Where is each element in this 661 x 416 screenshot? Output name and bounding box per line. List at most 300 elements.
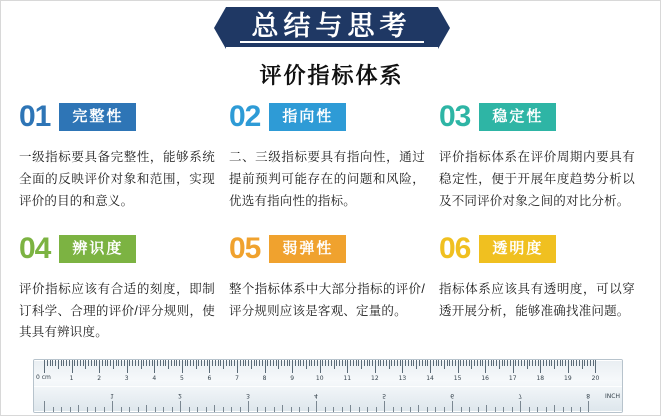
ruler-tick <box>146 360 147 366</box>
ruler-tick <box>176 360 177 366</box>
ruler-unit-label: 0 cm <box>36 374 51 381</box>
ruler-tick-back <box>257 407 258 412</box>
ruler-tick-back <box>78 405 79 412</box>
ruler-tick <box>551 360 552 366</box>
ruler-tick-label-back: 8 <box>586 392 591 399</box>
ruler-tick-label-back: 3 <box>246 392 250 399</box>
ruler-tick <box>507 360 508 366</box>
ruler-tick-label: 13 <box>398 375 407 382</box>
ruler-tick-back <box>444 407 445 412</box>
banner-underline <box>240 41 424 43</box>
ruler-tick-back <box>512 407 513 412</box>
ruler-tick-back <box>282 405 283 412</box>
ruler-tick <box>311 360 312 366</box>
ruler-tick-label: 15 <box>453 375 462 382</box>
ruler-tick-label-back: 2 <box>178 392 182 399</box>
banner-title-text: 总结与思考 <box>251 11 412 41</box>
ruler-tick <box>83 360 84 366</box>
ruler-tick <box>58 360 59 369</box>
ruler-tick <box>204 360 205 366</box>
ruler-tick <box>447 360 448 366</box>
principle-card-05 <box>229 221 439 345</box>
ruler-tick-back <box>478 407 479 412</box>
page-subtitle: 评价指标体系 <box>259 63 404 88</box>
ruler-tick <box>278 360 279 369</box>
ruler-tick <box>325 360 326 366</box>
ruler-tick <box>96 360 97 366</box>
ruler-tick <box>485 360 486 373</box>
ruler-tick <box>149 360 150 366</box>
ruler-tick <box>538 360 539 366</box>
ruler-tick-back <box>240 407 241 412</box>
principle-tag-03: 稳定性 <box>479 103 556 131</box>
ruler-tick <box>273 360 274 366</box>
ruler-tick <box>342 360 343 366</box>
ruler-tick <box>102 360 103 366</box>
ruler-tick <box>124 360 125 366</box>
ruler-tick <box>452 360 453 366</box>
ruler-ticks <box>44 360 612 412</box>
ruler-tick <box>562 360 563 366</box>
ruler-tick <box>231 360 232 366</box>
ruler-tick <box>174 360 175 366</box>
ruler-tick <box>557 360 558 366</box>
principle-number-01: 01 <box>19 100 51 133</box>
ruler-tick <box>220 360 221 366</box>
ruler-tick <box>245 360 246 366</box>
ruler-tick-label: 6 <box>207 375 212 382</box>
ruler-tick <box>372 360 373 366</box>
ruler-tick <box>55 360 56 366</box>
ruler-tick <box>422 360 423 366</box>
ruler-tick-back <box>461 407 462 412</box>
ruler-tick <box>397 360 398 366</box>
principle-card-06 <box>439 221 649 345</box>
ruler-tick <box>345 360 346 366</box>
principle-header-05 <box>229 231 425 267</box>
ruler-tick-back <box>367 407 368 412</box>
ruler-tick-label: 17 <box>508 375 517 382</box>
ruler-tick <box>350 360 351 366</box>
banner-right-notch <box>438 7 450 49</box>
ruler-tick <box>320 360 321 373</box>
ruler-tick <box>383 360 384 366</box>
ruler-tick <box>477 360 478 366</box>
ruler-tick <box>584 360 585 366</box>
ruler-tick <box>576 360 577 366</box>
principle-card-02 <box>229 99 439 213</box>
ruler-tick <box>405 360 406 366</box>
ruler-tick-back <box>469 407 470 412</box>
ruler-tick-back <box>325 407 326 412</box>
ruler-tick <box>157 360 158 366</box>
ruler-tick <box>587 360 588 366</box>
ruler-tick-back <box>393 407 394 412</box>
ruler-tick-back <box>206 407 207 412</box>
ruler-tick-back <box>554 405 555 412</box>
ruler-tick <box>364 360 365 366</box>
ruler-tick-label: 19 <box>564 375 572 382</box>
ruler-tick-back <box>333 407 334 412</box>
ruler-tick-label: 4 <box>152 375 157 382</box>
ruler-tick <box>493 360 494 366</box>
ruler-tick <box>438 360 439 366</box>
ruler-tick-back <box>495 407 496 412</box>
ruler-tick <box>298 360 299 366</box>
ruler-tick <box>358 360 359 366</box>
banner-title-wrap <box>1 7 661 47</box>
ruler-tick-back <box>520 401 521 412</box>
ruler-tick <box>113 360 114 369</box>
ruler-tick <box>331 360 332 366</box>
ruler-tick-back <box>104 407 105 412</box>
principle-text-03: 评价指标体系在评价周期内要具有稳定性，便于开展年度趋势分析以及不同评价对象之间的对比分析。 <box>439 150 635 208</box>
ruler-tick <box>416 360 417 369</box>
ruler-tick <box>535 360 536 366</box>
ruler-tick <box>455 360 456 366</box>
ruler-tick-back <box>546 407 547 412</box>
ruler-tick <box>240 360 241 366</box>
ruler-tick <box>185 360 186 366</box>
ruler-tick <box>463 360 464 366</box>
ruler-tick <box>196 360 197 369</box>
ruler-tick-back <box>299 407 300 412</box>
ruler-tick <box>595 360 596 373</box>
ruler-tick <box>66 360 67 366</box>
ruler-tick <box>118 360 119 366</box>
ruler-tick-label-back: 7 <box>518 392 523 399</box>
ruler-tick <box>77 360 78 366</box>
ruler-tick-back <box>410 407 411 412</box>
ruler-tick <box>593 360 594 366</box>
principle-number-06: 06 <box>439 231 471 265</box>
ruler-tick <box>419 360 420 366</box>
ruler-tick <box>480 360 481 366</box>
ruler-tick <box>121 360 122 366</box>
ruler-tick-back <box>44 401 45 412</box>
ruler-tick <box>300 360 301 366</box>
ruler-tick <box>317 360 318 366</box>
principle-card-01 <box>19 99 229 213</box>
ruler-tick <box>91 360 92 366</box>
ruler-tick <box>546 360 547 366</box>
ruler-tick <box>339 360 340 366</box>
ruler-tick <box>262 360 263 366</box>
ruler-tick-back <box>155 407 156 412</box>
ruler-tick <box>491 360 492 366</box>
ruler-tick <box>141 360 142 369</box>
ruler-tick <box>127 360 128 373</box>
ruler-tick <box>413 360 414 366</box>
ruler-tick-back <box>231 407 232 412</box>
ruler-tick <box>215 360 216 366</box>
ruler-tick-back <box>486 405 487 412</box>
principle-header-02 <box>229 99 425 135</box>
principle-card-04 <box>19 221 229 345</box>
ruler-tick <box>223 360 224 369</box>
ruler-tick <box>411 360 412 366</box>
ruler-tick <box>565 360 566 366</box>
ruler-tick <box>353 360 354 366</box>
ruler-tick-back <box>359 407 360 412</box>
ruler-tick <box>322 360 323 366</box>
ruler-tick <box>198 360 199 366</box>
principle-header-06 <box>439 231 635 267</box>
ruler-tick-back <box>121 407 122 412</box>
ruler-tick <box>499 360 500 369</box>
ruler-tick <box>521 360 522 366</box>
ruler-tick-back <box>180 401 181 412</box>
ruler-tick-back <box>146 405 147 412</box>
ruler-tick <box>378 360 379 366</box>
ruler-tick <box>568 360 569 373</box>
principle-tag-05: 弱弹性 <box>269 235 346 263</box>
ruler-tick <box>94 360 95 366</box>
ruler-tick <box>179 360 180 366</box>
ruler-tick <box>80 360 81 366</box>
ruler-tick <box>267 360 268 366</box>
ruler-tick <box>306 360 307 369</box>
ruler-tick-label: 5 <box>179 375 184 382</box>
ruler-tick <box>135 360 136 366</box>
ruler-tick-label: 10 <box>315 375 324 382</box>
ruler-tick <box>527 360 528 369</box>
principle-text-04: 评价指标应该有合适的刻度，即制订科学、合理的评价/评分规则，使其具有辨识度。 <box>19 281 215 340</box>
ruler-tick <box>289 360 290 366</box>
ruler-tick <box>107 360 108 366</box>
ruler-tick <box>579 360 580 366</box>
ruler-tick <box>284 360 285 366</box>
ruler-tick-label: 12 <box>371 375 379 382</box>
ruler-tick <box>44 360 45 373</box>
ruler-tick <box>187 360 188 366</box>
ruler-tick-back <box>95 407 96 412</box>
ruler-tick-back <box>87 407 88 412</box>
ruler-tick <box>85 360 86 369</box>
principle-text-05: 整个指标体系中大部分指标的评价/评分规则应该是客观、定量的。 <box>229 281 425 318</box>
ruler-tick <box>513 360 514 373</box>
ruler-tick <box>394 360 395 366</box>
ruler-tick <box>400 360 401 366</box>
ruler-tick-back <box>61 407 62 412</box>
ruler-tick-back <box>529 407 530 412</box>
ruler-tick <box>334 360 335 369</box>
ruler-tick <box>449 360 450 366</box>
ruler-tick <box>524 360 525 366</box>
ruler-tick <box>110 360 111 366</box>
ruler-tick <box>573 360 574 366</box>
ruler-tick <box>328 360 329 366</box>
ruler-tick <box>74 360 75 366</box>
ruler-tick <box>458 360 459 373</box>
ruler-tick-label: 1 <box>69 375 74 382</box>
ruler-tick <box>314 360 315 366</box>
ruler-tick <box>190 360 191 366</box>
ruler-tick <box>309 360 310 366</box>
ruler-tick-back <box>197 407 198 412</box>
ruler-tick-back <box>384 401 385 412</box>
ruler-tick-back <box>265 407 266 412</box>
ruler-tick-back <box>503 407 504 412</box>
ruler-tick <box>292 360 293 373</box>
ruler-tick <box>386 360 387 366</box>
ruler-tick <box>540 360 541 373</box>
ruler-tick-back <box>214 405 215 412</box>
ruler-tick <box>295 360 296 366</box>
ruler-tick-label-back: 4 <box>314 392 319 399</box>
ruler-tick <box>402 360 403 373</box>
ruler-tick-label: 14 <box>426 375 434 382</box>
ruler-tick <box>256 360 257 366</box>
ruler-tick <box>543 360 544 366</box>
ruler-tick <box>375 360 376 373</box>
ruler-tick <box>433 360 434 366</box>
ruler-tick-back <box>308 407 309 412</box>
ruler-tick <box>243 360 244 366</box>
ruler-tick <box>369 360 370 366</box>
ruler-tick <box>63 360 64 366</box>
principle-number-05: 05 <box>229 231 261 265</box>
ruler-tick-back <box>452 401 453 412</box>
principle-text-01: 一级指标要具备完整性，能够系统全面的反映评价对象和范围，实现评价的目的和意义。 <box>19 150 215 208</box>
ruler-tick <box>160 360 161 366</box>
ruler-tick-back <box>172 407 173 412</box>
ruler-tick-label-back: 1 <box>110 392 114 399</box>
ruler-tick-label-back: 6 <box>450 392 455 399</box>
ruler-tick <box>116 360 117 366</box>
ruler-tick <box>590 360 591 366</box>
ruler-tick-back <box>580 407 581 412</box>
ruler-tick <box>466 360 467 366</box>
ruler-tick <box>441 360 442 366</box>
ruler-tick-back <box>70 407 71 412</box>
ruler-tick <box>518 360 519 366</box>
ruler-tick <box>408 360 409 366</box>
ruler-tick <box>425 360 426 366</box>
ruler-tick <box>488 360 489 366</box>
ruler-tick-back <box>435 407 436 412</box>
ruler-tick-back <box>571 407 572 412</box>
ruler-tick <box>460 360 461 366</box>
ruler-tick <box>143 360 144 366</box>
ruler-tick-label: 16 <box>481 375 489 382</box>
ruler-tick <box>270 360 271 366</box>
ruler-tick <box>303 360 304 366</box>
ruler-tick-back <box>129 407 130 412</box>
ruler-tick <box>259 360 260 366</box>
ruler-tick <box>430 360 431 373</box>
ruler-tick-label-back: 5 <box>382 392 387 399</box>
ruler-tick <box>265 360 266 373</box>
ruler-tick-back <box>537 407 538 412</box>
ruler-tick <box>207 360 208 366</box>
ruler-tick <box>182 360 183 373</box>
ruler-tick <box>99 360 100 373</box>
ruler-tick-back <box>401 407 402 412</box>
principle-text-06: 指标体系应该具有透明度，可以穿透开展分析，能够准确找准问题。 <box>439 281 635 318</box>
ruler-tick <box>47 360 48 366</box>
ruler-tick <box>436 360 437 366</box>
ruler-tick-back <box>291 407 292 412</box>
ruler-tick <box>69 360 70 366</box>
ruler-tick <box>496 360 497 366</box>
ruler-tick-back <box>376 407 377 412</box>
ruler-tick <box>229 360 230 366</box>
ruler-tick <box>281 360 282 366</box>
principle-number-02: 02 <box>229 100 261 133</box>
ruler-tick <box>251 360 252 369</box>
principle-number-04: 04 <box>19 231 51 265</box>
ruler-tick-back <box>112 401 113 412</box>
ruler-tick-back <box>350 405 351 412</box>
principle-header-03 <box>439 99 635 135</box>
ruler-tick <box>469 360 470 366</box>
ruler-tick <box>226 360 227 366</box>
principle-number-03: 03 <box>439 100 471 133</box>
ruler-image <box>33 359 623 413</box>
ruler-tick-label: 11 <box>343 375 352 382</box>
ruler-tick <box>61 360 62 366</box>
ruler-tick <box>532 360 533 366</box>
ruler-tick <box>529 360 530 366</box>
ruler-tick-back <box>418 405 419 412</box>
ruler-tick <box>237 360 238 373</box>
ruler-tick <box>209 360 210 373</box>
ruler-tick <box>389 360 390 369</box>
ruler-tick-label: 9 <box>290 375 295 382</box>
ruler-tick <box>165 360 166 366</box>
ruler-tick-label: 20 <box>591 375 600 382</box>
ruler-tick <box>471 360 472 369</box>
ruler-tick <box>218 360 219 366</box>
ruler-tick <box>248 360 249 366</box>
ruler-tick <box>391 360 392 366</box>
ruler-tick <box>50 360 51 366</box>
principle-card-03 <box>439 99 649 213</box>
ruler-tick-label: 18 <box>536 375 545 382</box>
ruler-tick-back <box>163 407 164 412</box>
ruler-tick <box>171 360 172 366</box>
ruler-tick-back <box>427 407 428 412</box>
ruler-tick <box>474 360 475 366</box>
ruler-tick <box>549 360 550 366</box>
ruler-tick-label: 8 <box>262 375 267 382</box>
ruler-tick-back <box>563 407 564 412</box>
ruler-tick-back <box>138 407 139 412</box>
ruler-tick <box>336 360 337 366</box>
ruler-tick <box>361 360 362 369</box>
ruler-tick <box>554 360 555 369</box>
ruler-tick <box>105 360 106 366</box>
ruler-tick-back <box>248 401 249 412</box>
ruler-tick <box>72 360 73 373</box>
ruler-tick <box>52 360 53 366</box>
ruler-tick <box>504 360 505 366</box>
ruler-tick <box>367 360 368 366</box>
ruler-tick <box>444 360 445 369</box>
ruler-tick <box>276 360 277 366</box>
ruler-tick <box>347 360 348 373</box>
ruler-tick <box>152 360 153 366</box>
ruler-tick <box>287 360 288 366</box>
ruler-tick-back <box>189 407 190 412</box>
principle-header-04 <box>19 231 215 267</box>
principle-header-01 <box>19 99 215 135</box>
ruler-tick <box>154 360 155 373</box>
principle-tag-02: 指向性 <box>269 103 346 131</box>
ruler-tick <box>515 360 516 366</box>
ruler-tick <box>502 360 503 366</box>
